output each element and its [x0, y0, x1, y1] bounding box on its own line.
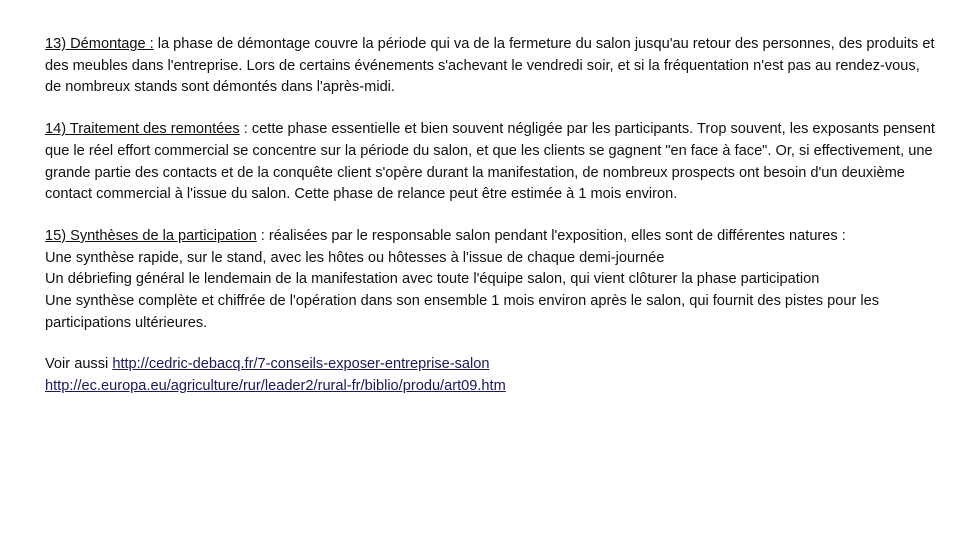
see-also-prefix: Voir aussi: [45, 356, 113, 373]
section-body: la phase de démontage couvre la période qui va de la fermeture du salon jusqu'au retour des personnes, des produits et des meubles dans l'entreprise. Lors de certains événements s'achevant le vendredi soir, et si la fréquentation n'est pas au rendez-vous, de nombreux stands sont démontés dans l'après-midi.: [45, 36, 935, 96]
see-also: [45, 354, 935, 397]
section-remontees: [45, 119, 935, 206]
slide-content: [45, 34, 935, 398]
section-heading: 13) Démontage :: [45, 36, 154, 52]
link-ec-europa[interactable]: http://ec.europa.eu/agriculture/rur/leader2/rural-fr/biblio/produ/art09.htm: [45, 378, 506, 395]
synthesis-line: Un débriefing général le lendemain de la manifestation avec toute l'équipe salon, qui vient clôturer la phase participation: [45, 271, 820, 288]
section-syntheses: [45, 226, 935, 335]
section-demontage: [45, 34, 935, 99]
synthesis-line: Une synthèse rapide, sur le stand, avec les hôtes ou hôtesses à l'issue de chaque demi-journée: [45, 249, 665, 266]
section-body: : cette phase essentielle et bien souvent négligée par les participants. Trop souvent, les exposants pensent que le réel effort commercial se concentre sur la période du salon, et que les clients se gagnent "en face à face". Or, si effectivement, une grande partie des contacts et de la conquête client s'opère durant la manifestation, de nombreux prospects ont besoin d'un deuxième contact commercial à l'issue du salon. Cette phase de relance peut être estimée à 1 mois environ.: [45, 121, 935, 203]
section-body: : réalisées par le responsable salon pendant l'exposition, elles sont de différentes natures :: [256, 227, 846, 244]
synthesis-line: Une synthèse complète et chiffrée de l'opération dans son ensemble 1 mois environ après le salon, qui fournit des pistes pour les participations ultérieures.: [45, 293, 880, 331]
section-heading: 15) Synthèses de la participation: [45, 227, 257, 244]
section-heading: 14) Traitement des remontées: [45, 121, 240, 138]
link-cedric-debacq[interactable]: http://cedric-debacq.fr/7-conseils-exposer-entreprise-salon: [112, 356, 490, 373]
